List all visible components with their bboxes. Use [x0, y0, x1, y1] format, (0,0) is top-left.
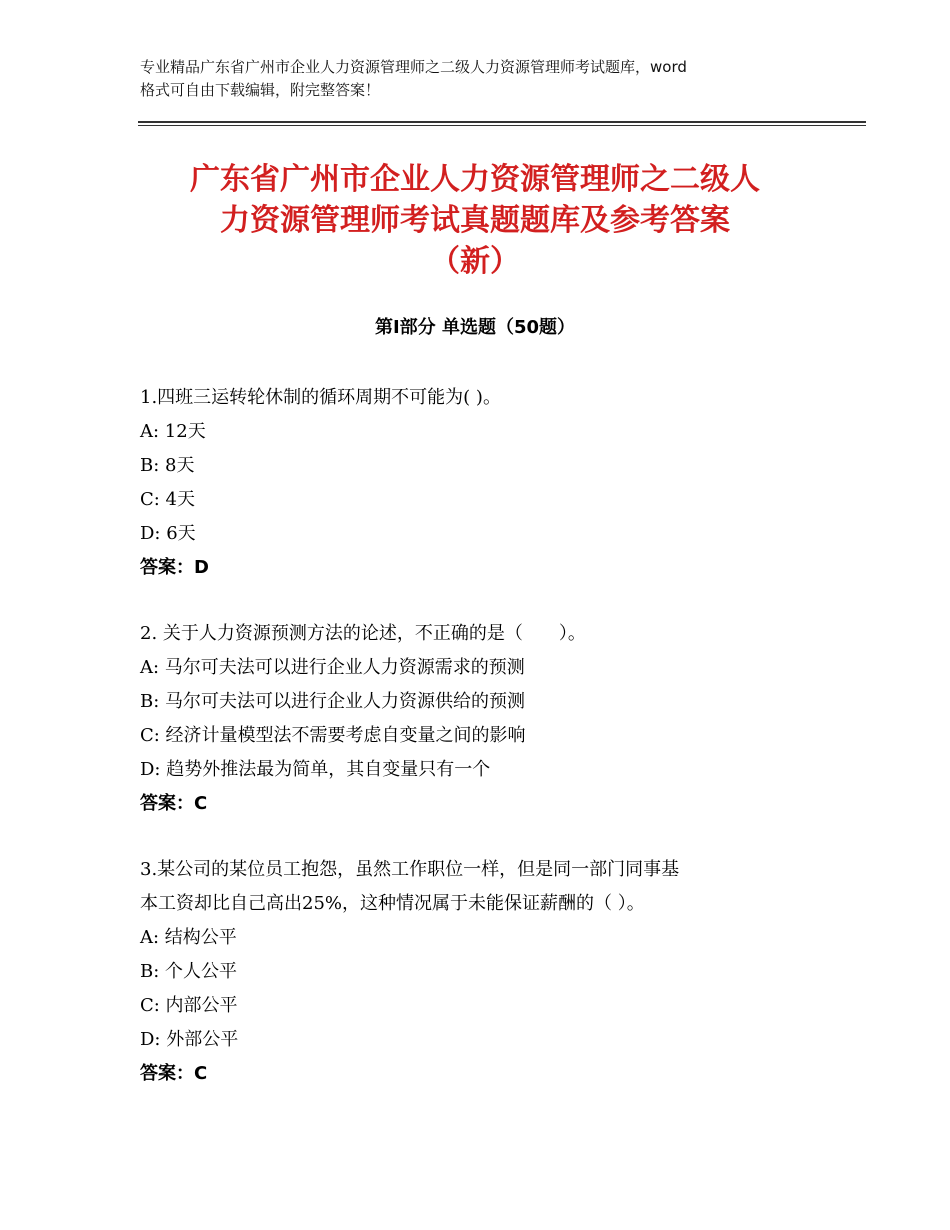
- header-note: [140, 56, 820, 102]
- option-c: C: 4天: [140, 489, 196, 510]
- title-line-1: 广东省广州市企业人力资源管理师之二级人: [190, 162, 760, 197]
- option-d: D: 外部公平: [140, 1029, 239, 1050]
- header-rule-thick: [138, 121, 866, 123]
- title-line-3: （新）: [430, 244, 520, 279]
- option-b: B: 个人公平: [140, 961, 238, 982]
- question-stem-line-1: 3.某公司的某位员工抱怨，虽然工作职位一样，但是同一部门同事基: [140, 859, 680, 880]
- header-note-line-2: 格式可自由下载编辑，附完整答案！: [140, 81, 381, 99]
- header-note-line-1: 专业精品广东省广州市企业人力资源管理师之二级人力资源管理师考试题库，word: [140, 58, 687, 76]
- answer: 答案：D: [140, 557, 209, 578]
- option-b: B: 马尔可夫法可以进行企业人力资源供给的预测: [140, 691, 526, 712]
- option-c: C: 经济计量模型法不需要考虑自变量之间的影响: [140, 725, 526, 746]
- option-d: D: 6天: [140, 523, 196, 544]
- section-title: 第Ⅰ部分 单选题（50题）: [374, 317, 575, 338]
- answer: 答案：C: [140, 793, 208, 814]
- option-b: B: 8天: [140, 455, 195, 476]
- option-c: C: 内部公平: [140, 995, 238, 1016]
- title-line-2: 力资源管理师考试真题题库及参考答案: [220, 203, 730, 238]
- question-stem-line-2: 本工资却比自己高出25%，这种情况属于未能保证薪酬的（ ）。: [140, 893, 645, 914]
- option-a: A: 马尔可夫法可以进行企业人力资源需求的预测: [140, 657, 525, 678]
- option-d: D: 趋势外推法最为简单，其自变量只有一个: [140, 759, 491, 780]
- question-2: [140, 617, 840, 821]
- option-a: A: 结构公平: [140, 927, 237, 948]
- option-a: A: 12天: [140, 421, 206, 442]
- question-3: [140, 853, 840, 1091]
- question-stem: 1.四班三运转轮休制的循环周期不可能为( )。: [140, 387, 501, 408]
- document-title: [120, 159, 830, 282]
- question-stem: 2. 关于人力资源预测方法的论述，不正确的是（ ）。: [140, 623, 586, 644]
- question-list: [140, 381, 840, 1123]
- answer: 答案：C: [140, 1063, 208, 1084]
- question-1: [140, 381, 840, 585]
- header-rule-thin: [138, 125, 866, 126]
